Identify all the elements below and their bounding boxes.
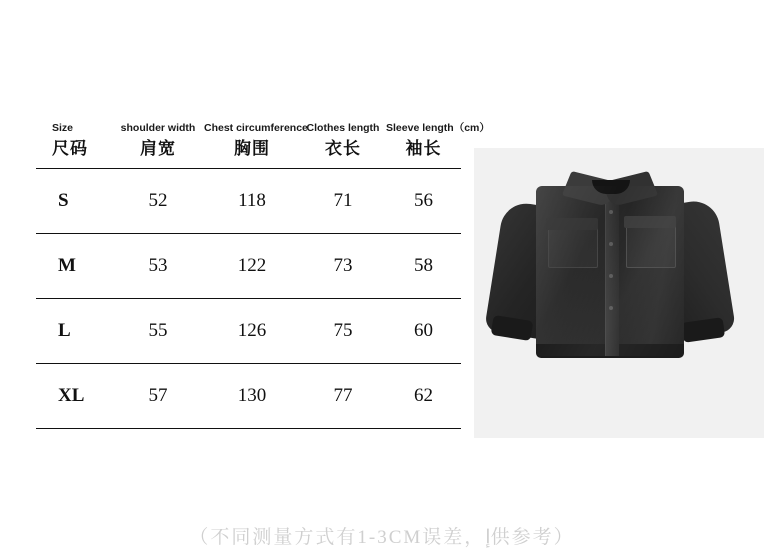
cuff-right: [681, 317, 725, 343]
table-head: [36, 122, 490, 169]
cell-sleeve: 62: [386, 364, 461, 429]
table-row: [36, 169, 461, 234]
cell-sleeve: 58: [386, 234, 461, 299]
cell-sleeve: 60: [386, 299, 461, 364]
cell-shoulder: 57: [112, 364, 204, 429]
cell-chest: 130: [204, 364, 300, 429]
column-header-sleeve-en-label: Sleeve length: [386, 122, 454, 134]
table-row: [36, 299, 461, 364]
column-header-length-cn: 衣长: [325, 139, 361, 158]
cell-length: 75: [300, 299, 386, 364]
header-row-chinese: [36, 138, 461, 169]
column-header-sleeve-cn: 袖长: [405, 139, 442, 158]
cell-chest: 122: [204, 234, 300, 299]
table-row: [36, 364, 461, 429]
column-header-shoulder-en: shoulder width: [120, 122, 196, 134]
column-header-length-en: Clothes length: [306, 122, 380, 134]
cell-size: L: [36, 299, 112, 364]
unit-label: （cm）: [453, 122, 490, 134]
table-body: [36, 169, 461, 429]
size-chart-table: [36, 122, 490, 429]
cell-length: 71: [300, 169, 386, 234]
product-photo: [474, 148, 764, 438]
header-row-english: [36, 122, 461, 138]
measurement-note: （不同测量方式有1-3CM误差，إ供参考）: [189, 527, 575, 548]
cell-length: 73: [300, 234, 386, 299]
table-row: [36, 234, 461, 299]
cell-shoulder: 53: [112, 234, 204, 299]
column-header-chest-cn: 胸围: [234, 139, 270, 158]
cell-shoulder: 55: [112, 299, 204, 364]
cell-size: M: [36, 234, 112, 299]
garment-illustration: [474, 148, 764, 438]
size-chart: [36, 122, 490, 429]
fabric-sheen: [536, 186, 684, 356]
column-header-size-cn: 尺码: [52, 139, 88, 158]
column-header-shoulder-cn: 肩宽: [140, 139, 176, 158]
cell-length: 77: [300, 364, 386, 429]
cell-chest: 118: [204, 169, 300, 234]
cell-size: S: [36, 169, 112, 234]
column-header-chest-en: Chest circumference: [204, 122, 308, 134]
cell-shoulder: 52: [112, 169, 204, 234]
cell-sleeve: 56: [386, 169, 461, 234]
cell-size: XL: [36, 364, 112, 429]
column-header-size-en: Size: [52, 122, 74, 134]
column-header-sleeve-en: [386, 122, 490, 138]
cell-chest: 126: [204, 299, 300, 364]
